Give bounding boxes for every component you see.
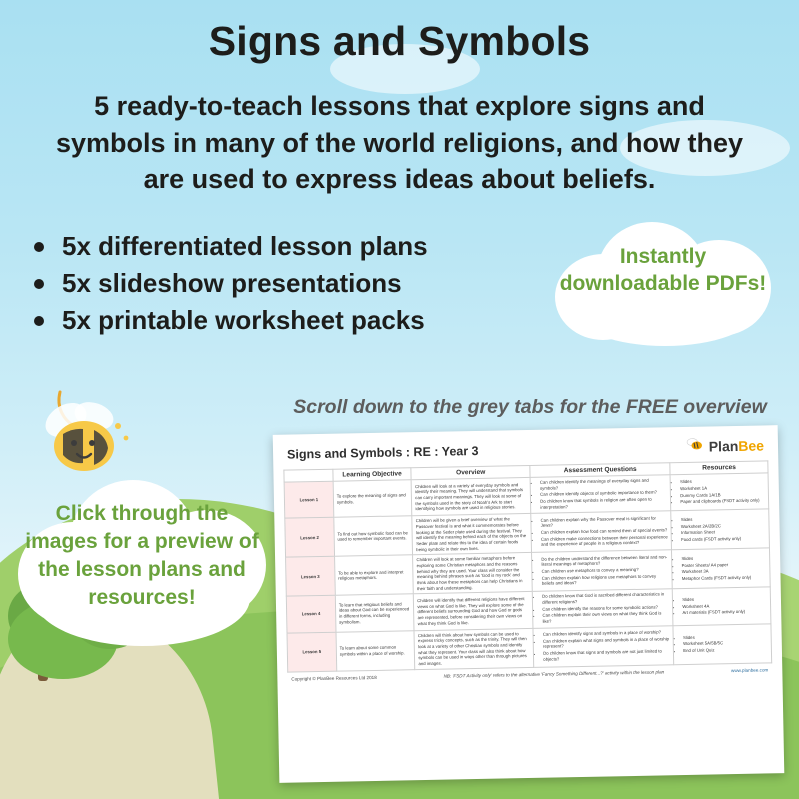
- bee-icon: [30, 386, 140, 482]
- lesson-resources: [672, 548, 770, 589]
- document-preview[interactable]: [273, 425, 785, 783]
- list-item: • Do the children understand the difference between literal and non-literal meanings of metaphors?: [541, 554, 668, 568]
- lesson-overview: Children will be given a brief overview of what the Passover festival is and what it commemorates before looking at the Seder plate used during the festival. They will identify the meaning behind each of the objects on the Seder plate and relate this to the idea of certain foods being symbolic in their own lives.: [412, 514, 532, 555]
- lesson-overview: Children will look at some familiar metaphors before exploring some Christian metaphors and the reasons behind why they are used. Your class will consider the meaning behind phrases such as 'God is my rock' and think about how these metaphors can help Christians in their faith and understanding.: [413, 553, 533, 594]
- lesson-questions: [531, 511, 672, 553]
- list-item: 5x slideshow presentations: [26, 265, 546, 302]
- column-header-blank: [284, 469, 333, 482]
- feature-list: [26, 228, 546, 339]
- list-item: • Can children explain how religions use metaphors to convey beliefs and ideas?: [542, 573, 669, 587]
- scroll-note: Scroll down to the grey tabs for the FREE overview: [293, 396, 767, 418]
- document-title: Signs and Symbols : RE : Year 3: [286, 443, 479, 462]
- lesson-overview: Children will identify that different religions have different views on what God is like. They will explore some of the different beliefs surrounding God and how God or gods are represented, before considering their own views on what they think God is like.: [414, 592, 534, 631]
- list-item: • Do children know that symbols in religion are often open to interpretation?: [540, 496, 667, 510]
- bee-logo-icon: [685, 437, 705, 456]
- footer-note: NB: 'FSDT Activity only' refers to the alternative 'Fancy Something Different...?' activity within the lesson plan: [443, 669, 665, 679]
- instant-download-label: Instantly downloadable PDFs!: [559, 245, 767, 295]
- list-item: • Can children identify the reasons for some symbolic actions?: [542, 604, 669, 612]
- list-item: • Can children identify the meanings of everyday signs and symbols?: [540, 477, 667, 491]
- list-item: • Worksheet 2A/2B/2C: [681, 522, 766, 529]
- list-item: 5x printable worksheet packs: [26, 302, 546, 339]
- list-item: • Do children know that signs and symbols are not just limited to objects?: [543, 648, 670, 662]
- list-item: • Paper and clipboards (FSDT activity only): [680, 498, 765, 505]
- list-item: • Can children explain how food can remind them of special events?: [541, 527, 668, 535]
- list-item: • Slides: [681, 554, 766, 561]
- list-item: 5x differentiated lesson plans: [26, 228, 546, 265]
- lesson-resources: [671, 509, 769, 550]
- lesson-questions: [533, 626, 674, 668]
- lesson-objective: To explore the meaning of signs and symbols.: [333, 480, 412, 518]
- lesson-label: Lesson 4: [286, 596, 336, 633]
- list-item: • Worksheet 4A: [682, 602, 767, 609]
- list-item: • Slides: [681, 515, 766, 522]
- column-header-overview: Overview: [411, 465, 530, 479]
- column-header-objective: Learning Objective: [333, 468, 412, 482]
- lesson-label: Lesson 5: [287, 632, 337, 672]
- list-item: • Slides: [683, 633, 768, 640]
- list-item: • Can children use metaphors to convey a meaning?: [542, 566, 669, 574]
- lesson-overview: Children will look at a variety of everyday symbols and identify their meaning. They will understand that symbols can carry important meanings. They will look at some of the symbols used in the story of Noah's Ark to start identifying how symbols are used in religious stories.: [411, 477, 531, 516]
- lesson-label: Lesson 3: [286, 557, 336, 597]
- page-subtitle: 5 ready-to-teach lessons that explore signs and symbols in many of the world religions, and how they are used to express ideas about beliefs.: [55, 91, 744, 195]
- lesson-objective: To learn about some common symbols within a place of worship.: [336, 630, 415, 671]
- list-item: • Food cards (FSDT activity only): [681, 535, 766, 542]
- list-item: • Can children identify signs and symbols in a place of worship?: [543, 629, 670, 637]
- list-item: • Metaphor Cards (FSDT activity only): [682, 575, 767, 582]
- lesson-questions: [532, 589, 673, 628]
- preview-hint-label: Click through the images for a preview of the lesson plans and resources!: [25, 502, 259, 609]
- footer-copyright: Copyright © PlanBee Resources Ltd 2018: [291, 674, 377, 682]
- preview-hint-badge: [18, 470, 266, 666]
- lesson-objective: To find out how symbolic food can be used to remember important events.: [334, 516, 413, 557]
- instant-download-badge: [555, 218, 771, 358]
- lessons-table: [283, 460, 772, 672]
- list-item: • Information Sheet: [681, 529, 766, 536]
- brand-logo: [685, 435, 765, 456]
- column-header-questions: Assessment Questions: [530, 463, 670, 478]
- lesson-overview: Children will think about how symbols can be used to express tricky concepts, such as the trinity. They will then look at a variety of other Christian symbols and identify what they represent. Your class will also think about how symbols can be used in ways other than through pictures and images.: [414, 628, 534, 669]
- list-item: • Worksheet 3A: [682, 568, 767, 575]
- lesson-label: Lesson 1: [284, 481, 334, 518]
- lesson-label: Lesson 2: [285, 518, 335, 558]
- list-item: • Art materials (FSDT activity only): [682, 609, 767, 616]
- list-item: • Can children explain what signs and symbols in a place of worship represent?: [543, 636, 670, 650]
- lesson-objective: To learn that religious beliefs and ideas about God can be experienced in different forms, including symbolism.: [335, 594, 414, 632]
- list-item: • Can children identify objects of symbolic importance to them?: [540, 490, 667, 498]
- list-item: • Slides: [682, 596, 767, 603]
- page-title: Signs and Symbols: [208, 18, 591, 64]
- list-item: • Worksheet 1A: [680, 484, 765, 491]
- lesson-questions: [530, 475, 671, 514]
- column-header-resources: Resources: [670, 461, 768, 475]
- lesson-resources: [670, 473, 768, 511]
- lesson-objective: To be able to explore and interpret religious metaphors.: [334, 555, 413, 596]
- list-item: • Can children explain why the Passover meal is significant for Jews?: [541, 515, 668, 529]
- list-item: • Can children make connections between their personal experience and the experience of people in a religious context?: [541, 534, 668, 548]
- lesson-questions: [532, 550, 673, 592]
- list-item: • Do children know that God is ascribed different characteristics in different religions?: [542, 592, 669, 606]
- list-item: • End of Unit Quiz: [683, 647, 768, 654]
- footer-website: www.planbee.com: [730, 667, 769, 673]
- list-item: • Poster Sheets/ A4 paper: [682, 561, 767, 568]
- list-item: • Dummy Cards 1A/1B: [680, 491, 765, 498]
- list-item: • Can children explain their own views on what they think God is like?: [542, 611, 669, 625]
- brand-name: PlanBee: [708, 436, 765, 455]
- list-item: • Slides: [680, 478, 765, 485]
- lesson-resources: [673, 587, 771, 625]
- list-item: • Worksheet 5A/5B/5C: [683, 640, 768, 647]
- lesson-resources: [673, 624, 771, 665]
